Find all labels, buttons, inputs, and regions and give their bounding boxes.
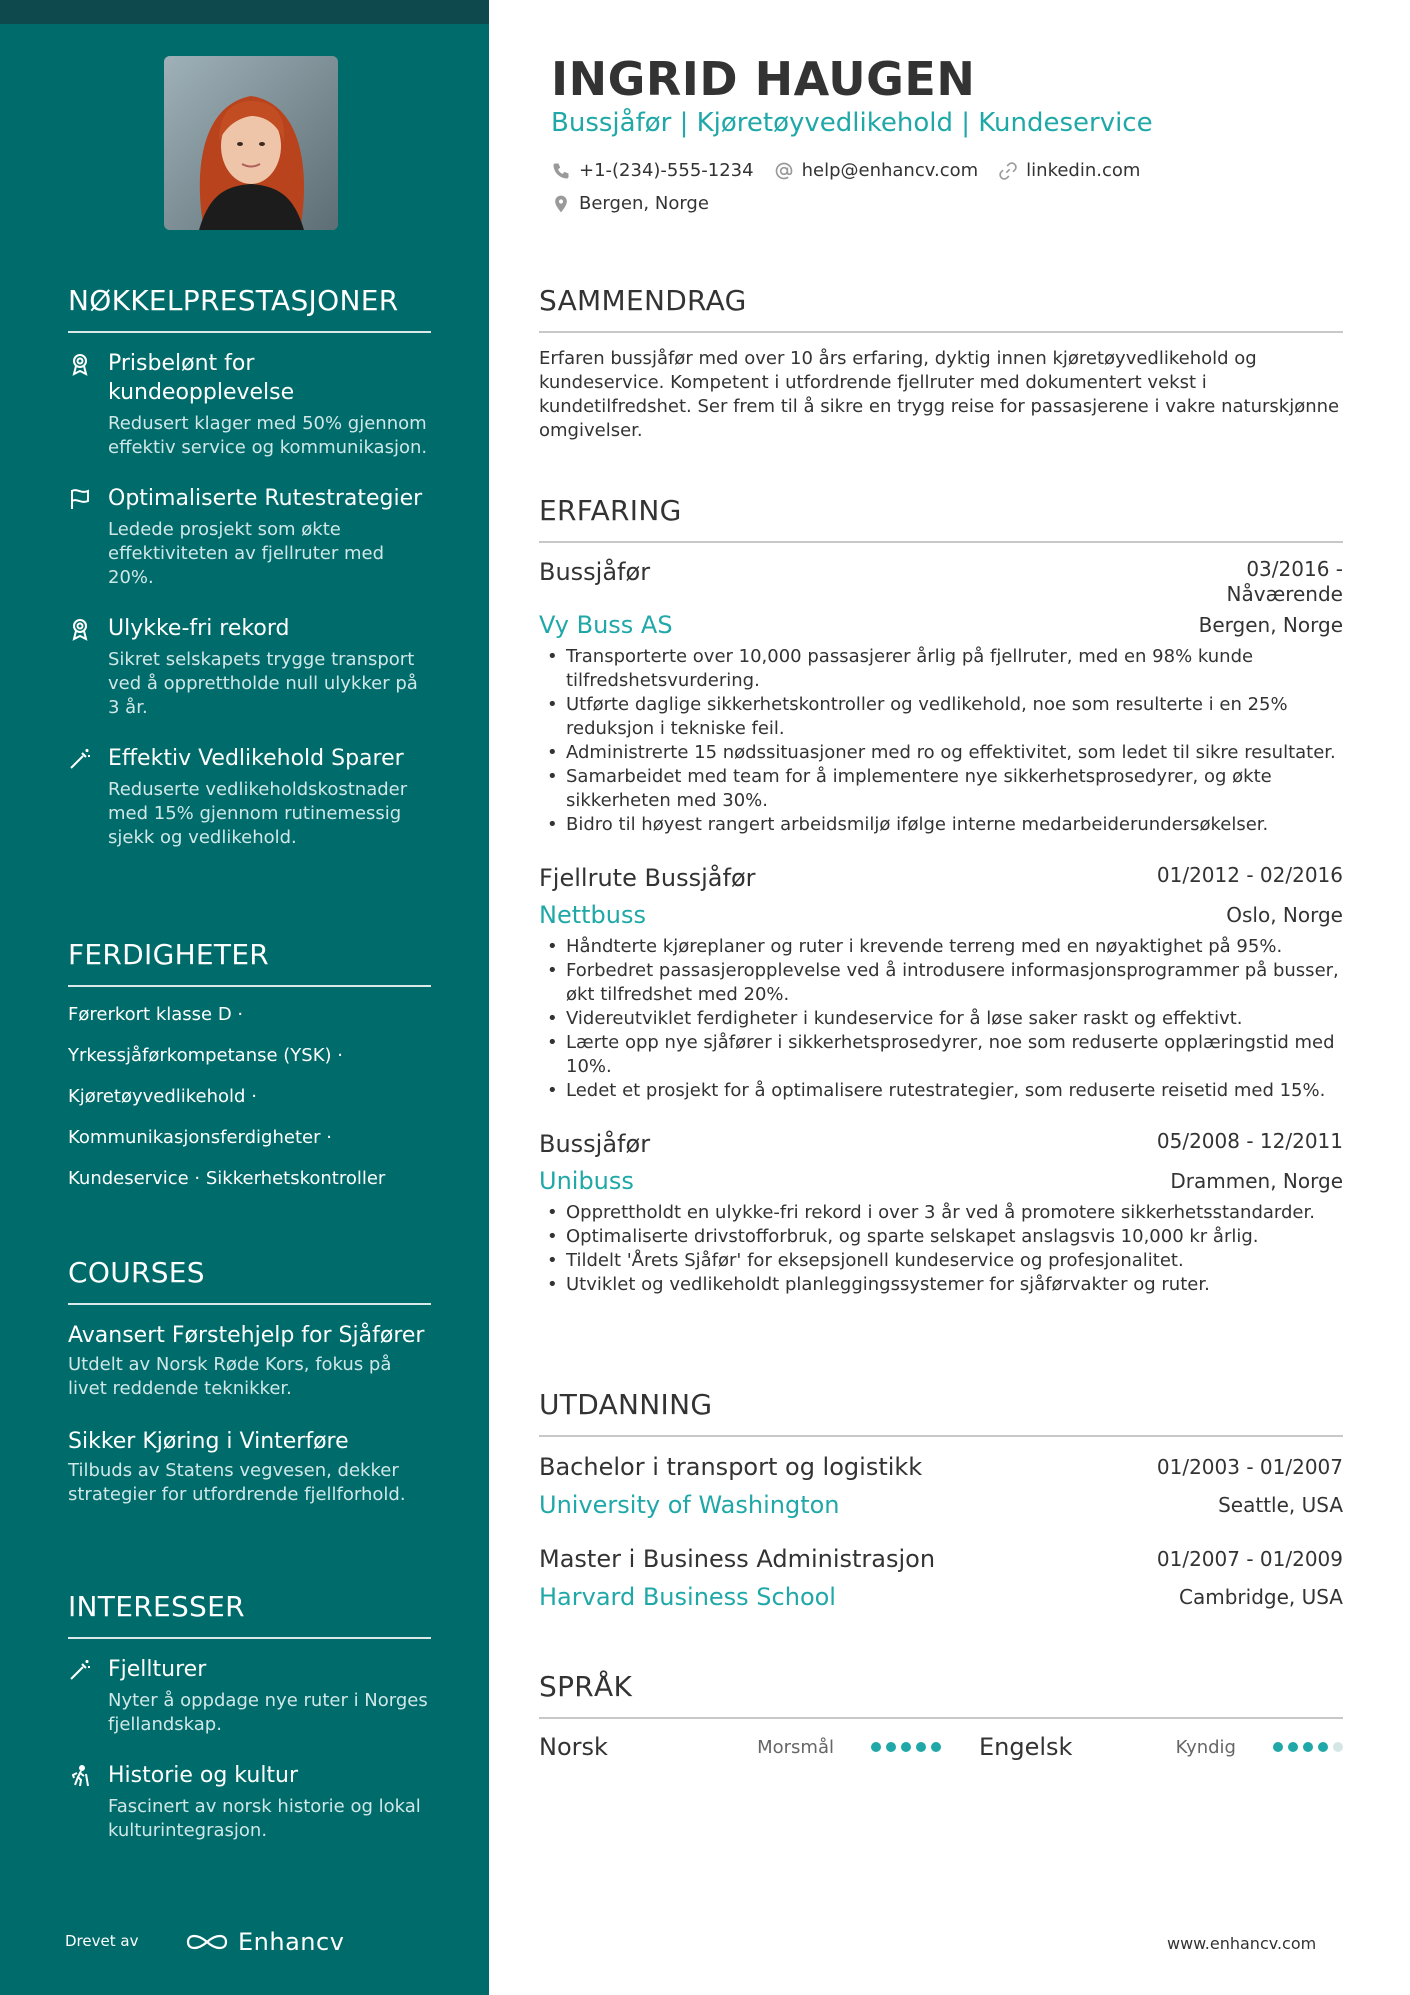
interest-title: Historie og kultur	[108, 1763, 299, 1788]
job-role: Bussjåfør	[539, 1130, 651, 1158]
email-contact[interactable]	[774, 160, 979, 181]
job-dates: 03/2016 - Nåværende	[1226, 557, 1343, 606]
language-name: Norsk	[539, 1733, 608, 1761]
skill-line: Yrkessjåførkompetanse (YSK) ·	[68, 1045, 344, 1066]
job-bullets	[539, 1201, 1343, 1297]
job-bullet: • Transporterte over 10,000 passasjerer årlig på fjellruter, med en 98% kunde tilfredshetsvurdering.	[539, 645, 1343, 693]
rating-dot-filled	[886, 1742, 896, 1752]
magic-wand-icon	[68, 744, 108, 850]
job-bullet: • Forbedret passasjeropplevelse ved å introdusere informasjonsprogrammer på busser, økt tilfredshet med 20%.	[539, 959, 1343, 1007]
phone-icon	[551, 161, 571, 181]
link-text: linkedin.com	[1026, 160, 1141, 181]
job-location: Drammen, Norge	[1170, 1169, 1343, 1193]
job-bullet: • Håndterte kjøreplaner og ruter i krevende terreng med en nøyaktighet på 95%.	[539, 935, 1343, 959]
education-entry	[539, 1453, 1343, 1519]
achievements-section	[68, 284, 431, 874]
powered-by-label: Drevet av	[65, 1932, 139, 1950]
education-school: University of Washington	[539, 1491, 840, 1519]
skills-title: FERDIGHETER	[68, 938, 431, 987]
email-address: help@enhancv.com	[801, 160, 979, 181]
language-rating	[1268, 1742, 1343, 1752]
sidebar-top-bar	[0, 0, 489, 24]
rating-dot-empty	[1333, 1742, 1343, 1752]
experience-section	[539, 494, 1343, 1297]
job-bullet: • Tildelt 'Årets Sjåfør' for eksepsjonell kundeservice og profesjonalitet.	[539, 1249, 1343, 1273]
location-contact	[551, 193, 709, 214]
job-company: Vy Buss AS	[539, 611, 673, 639]
job-bullet: • Ledet et prosjekt for å optimalisere rutestrategier, som reduserte reisetid med 15%.	[539, 1079, 1343, 1103]
sidebar	[0, 0, 489, 1995]
job-entry	[539, 1129, 1343, 1297]
interests-section	[68, 1590, 431, 1867]
language-item	[539, 1733, 941, 1761]
language-name: Engelsk	[979, 1733, 1073, 1761]
achievement-title: Optimaliserte Rutestrategier	[108, 486, 423, 511]
achievement-item	[68, 614, 431, 720]
experience-title: ERFARING	[539, 494, 1343, 543]
job-bullets	[539, 935, 1343, 1103]
rating-dot-filled	[931, 1742, 941, 1752]
job-dates: 01/2012 - 02/2016	[1156, 863, 1343, 887]
education-dates: 01/2003 - 01/2007	[1156, 1455, 1343, 1479]
profile-photo	[164, 56, 338, 230]
website-link[interactable]: www.enhancv.com	[1167, 1934, 1317, 1953]
interests-title: INTERESSER	[68, 1590, 431, 1639]
magic-wand-icon	[68, 1655, 108, 1737]
course-description: Tilbuds av Statens vegvesen, dekker strategier for utfordrende fjellforhold.	[68, 1460, 406, 1505]
job-bullet: • Administrerte 15 nødssituasjoner med ro og effektivitet, som ledet til sikre resultater.	[539, 741, 1343, 765]
language-level: Morsmål	[757, 1736, 834, 1758]
enhancv-brand-text: Enhancv	[238, 1928, 345, 1956]
job-company: Unibuss	[539, 1167, 634, 1195]
job-bullet: • Utviklet og vedlikeholdt planleggingssystemer for sjåførvakter og ruter.	[539, 1273, 1343, 1297]
course-title: Sikker Kjøring i Vinterføre	[68, 1429, 349, 1454]
rating-dot-filled	[1288, 1742, 1298, 1752]
job-role: Fjellrute Bussjåfør	[539, 864, 756, 892]
interest-item	[68, 1655, 431, 1737]
location-text: Bergen, Norge	[579, 193, 709, 214]
location-pin-icon	[551, 194, 571, 214]
skill-line: Kommunikasjonsferdigheter ·	[68, 1127, 332, 1148]
rating-dot-filled	[916, 1742, 926, 1752]
achievement-title: Ulykke-fri rekord	[108, 616, 290, 641]
contact-info	[551, 160, 1351, 226]
rating-dot-filled	[1303, 1742, 1313, 1752]
job-bullet: • Optimaliserte drivstofforbruk, og sparte selskapet anslagsvis 10,000 kr årlig.	[539, 1225, 1343, 1249]
rating-dot-filled	[901, 1742, 911, 1752]
job-bullet: • Opprettholdt en ulykke-fri rekord i over 3 år ved å promotere sikkerhetsstandarder.	[539, 1201, 1343, 1225]
flag-icon	[68, 484, 108, 590]
languages-section	[539, 1670, 1343, 1761]
education-dates: 01/2007 - 01/2009	[1156, 1547, 1343, 1571]
job-dates: 05/2008 - 12/2011	[1156, 1129, 1343, 1153]
job-bullets	[539, 645, 1343, 837]
education-location: Seattle, USA	[1218, 1493, 1343, 1517]
job-bullet: • Utførte daglige sikkerhetskontroller og vedlikehold, noe som resulterte i en 25% reduksjon i tekniske feil.	[539, 693, 1343, 741]
phone-number: +1-(234)-555-1234	[579, 160, 754, 181]
education-school: Harvard Business School	[539, 1583, 836, 1611]
summary-section	[539, 284, 1343, 443]
job-bullet: • Lærte opp nye sjåfører i sikkerhetsprosedyrer, noe som reduserte opplæringstid med 10%.	[539, 1031, 1343, 1079]
award-icon	[68, 614, 108, 720]
achievement-description: Ledede prosjekt som økte effektiviteten av fjellruter med 20%.	[108, 519, 384, 588]
summary-text: Erfaren bussjåfør med over 10 års erfaring, dyktig innen kjøretøyvedlikehold og kundeservice. Kompetent i utfordrende fjellruter med dokumentert vekst i kundetilfredshet. Ser frem til å sikre en trygg reise for passasjerene i vakre naturskjønne omgivelser.	[539, 348, 1340, 441]
job-entry	[539, 557, 1343, 837]
candidate-name: INGRID HAUGEN	[551, 52, 976, 106]
language-level: Kyndig	[1175, 1736, 1236, 1758]
job-location: Bergen, Norge	[1198, 613, 1343, 637]
achievement-description: Redusert klager med 50% gjennom effektiv service og kommunikasjon.	[108, 413, 428, 458]
skill-line: Kundeservice · Sikkerhetskontroller	[68, 1168, 386, 1189]
education-location: Cambridge, USA	[1179, 1585, 1343, 1609]
link-icon	[998, 161, 1018, 181]
job-bullet: • Samarbeidet med team for å implementere nye sikkerhetsprosedyrer, og økte sikkerheten med 30%.	[539, 765, 1343, 813]
achievement-title: Effektiv Vedlikehold Sparer	[108, 746, 404, 771]
skill-line: Kjøretøyvedlikehold ·	[68, 1086, 257, 1107]
course-description: Utdelt av Norsk Røde Kors, fokus på livet reddende teknikker.	[68, 1354, 392, 1399]
education-entry	[539, 1545, 1343, 1611]
achievement-item	[68, 744, 431, 850]
languages-title: SPRÅK	[539, 1670, 1343, 1719]
phone-contact[interactable]	[551, 160, 754, 181]
courses-section	[68, 1256, 431, 1533]
education-section	[539, 1388, 1343, 1611]
hiking-icon	[68, 1761, 108, 1843]
achievements-title: NØKKELPRESTASJONER	[68, 284, 431, 333]
language-item	[941, 1733, 1343, 1761]
candidate-headline: Bussjåfør | Kjøretøyvedlikehold | Kundeservice	[551, 108, 1153, 138]
achievement-item	[68, 349, 431, 460]
courses-title: COURSES	[68, 1256, 431, 1305]
job-role: Bussjåfør	[539, 558, 651, 586]
job-bullet: • Bidro til høyest rangert arbeidsmiljø ifølge interne medarbeiderundersøkelser.	[539, 813, 1343, 837]
education-title: UTDANNING	[539, 1388, 1343, 1437]
at-icon	[774, 161, 794, 181]
interest-description: Nyter å oppdage nye ruter i Norges fjellandskap.	[108, 1690, 428, 1735]
course-item	[68, 1321, 431, 1401]
achievement-title: Prisbelønt for kundeopplevelse	[108, 351, 295, 405]
award-icon	[68, 349, 108, 460]
achievement-description: Sikret selskapets trygge transport ved å opprettholde null ulykker på 3 år.	[108, 649, 418, 718]
enhancv-logo[interactable]	[184, 1928, 344, 1956]
course-item	[68, 1427, 431, 1507]
education-degree: Master i Business Administrasjon	[539, 1545, 936, 1573]
rating-dot-filled	[1273, 1742, 1283, 1752]
achievement-description: Reduserte vedlikeholdskostnader med 15% gjennom rutinemessig sjekk og vedlikehold.	[108, 779, 408, 848]
course-title: Avansert Førstehjelp for Sjåfører	[68, 1323, 425, 1348]
job-bullet: • Videreutviklet ferdigheter i kundeservice for å løse saker raskt og effektivt.	[539, 1007, 1343, 1031]
summary-title: SAMMENDRAG	[539, 284, 1343, 333]
interest-description: Fascinert av norsk historie og lokal kulturintegrasjon.	[108, 1796, 421, 1841]
job-entry	[539, 863, 1343, 1103]
interest-title: Fjellturer	[108, 1657, 207, 1682]
skills-section	[68, 938, 431, 1208]
education-degree: Bachelor i transport og logistikk	[539, 1453, 923, 1481]
rating-dot-filled	[871, 1742, 881, 1752]
achievement-item	[68, 484, 431, 590]
skill-line: Førerkort klasse D ·	[68, 1004, 244, 1025]
interest-item	[68, 1761, 431, 1843]
job-location: Oslo, Norge	[1226, 903, 1343, 927]
language-rating	[866, 1742, 941, 1752]
job-company: Nettbuss	[539, 901, 646, 929]
link-contact[interactable]	[998, 160, 1140, 181]
rating-dot-filled	[1318, 1742, 1328, 1752]
enhancv-logo-icon	[184, 1930, 230, 1954]
